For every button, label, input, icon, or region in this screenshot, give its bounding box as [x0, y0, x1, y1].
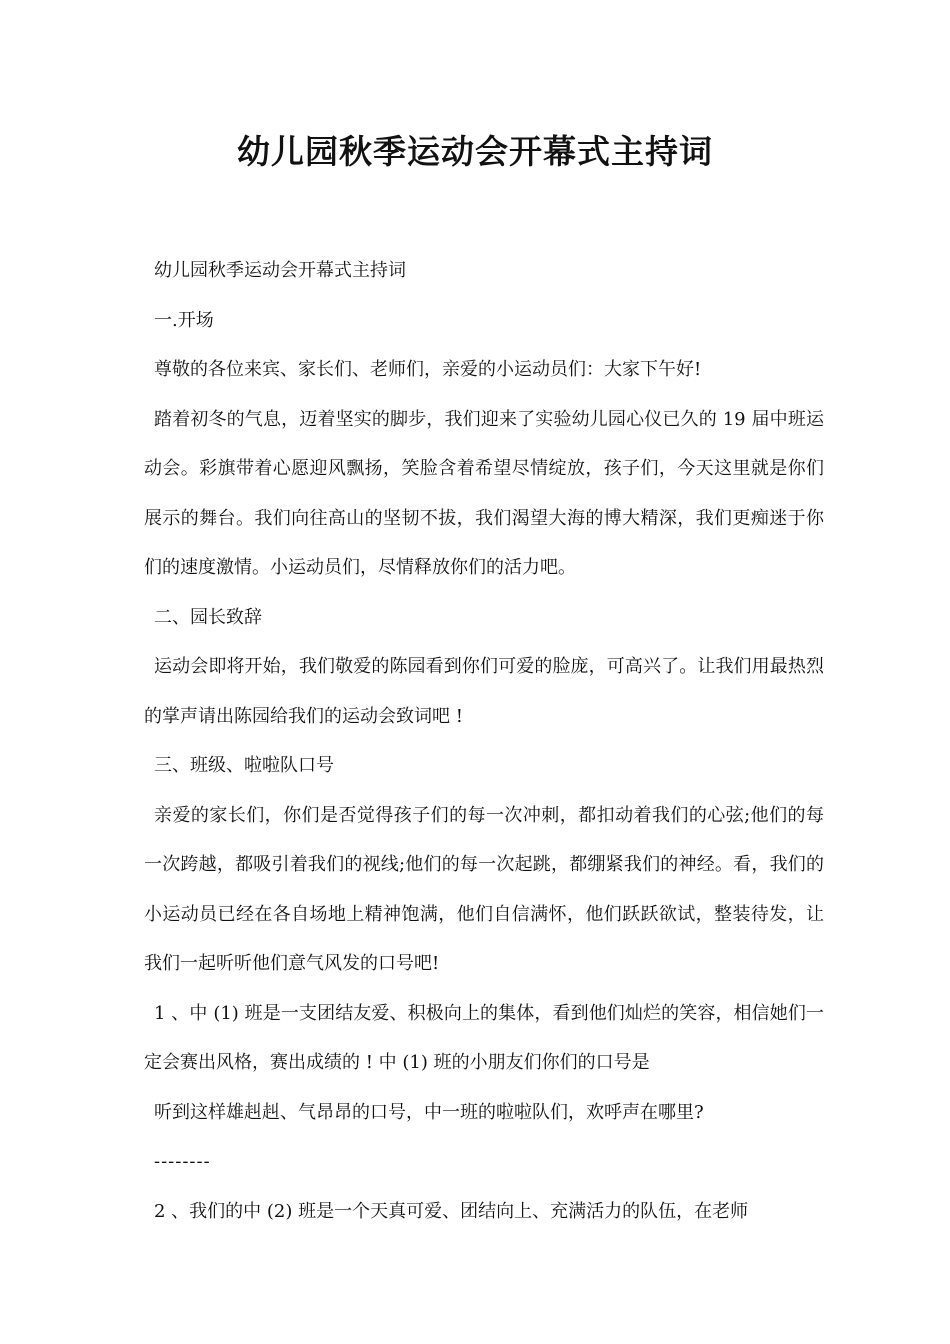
slogans-intro-paragraph: 亲爱的家长们，你们是否觉得孩子们的每一次冲刺，都扣动着我们的心弦;他们的每一次跨越，都吸引着我们的视线;他们的每一次起跳，都绷紧我们的神经。看，我们的小运动员已经在各自场地上精神饱满，他们自信满怀，他们跃跃欲试，整装待发，让我们一起听听他们意气风发的口号吧! [144, 804, 824, 974]
class-1-paragraph: 1 、中 (1) 班是一支团结友爱、积极向上的集体，看到他们灿烂的笑容，相信她们一定会赛出风格，赛出成绩的 ! 中 (1) 班的小朋友们你们的口号是 [144, 1002, 824, 1073]
director-speech-paragraph: 运动会即将开始，我们敬爱的陈园看到你们可爱的脸庞，可高兴了。让我们用最热烈的掌声请出陈园给我们的运动会致词吧 ! [144, 656, 824, 727]
blank-dashes: -------- [154, 1151, 211, 1172]
class-1-cheer-paragraph: 听到这样雄赳赳、气昂昂的口号，中一班的啦啦队们，欢呼声在哪里? [154, 1101, 704, 1123]
document-title: 幼儿园秋季运动会开幕式主持词 [237, 132, 713, 171]
section-heading-director-speech: 二、园长致辞 [154, 606, 262, 628]
subtitle-paragraph: 幼儿园秋季运动会开幕式主持词 [154, 260, 406, 281]
opening-paragraph: 踏着初冬的气息，迈着坚实的脚步，我们迎来了实验幼儿园心仪已久的 19 届中班运动会。彩旗带着心愿迎风飘扬，笑脸含着希望尽情绽放，孩子们，今天这里就是你们展示的舞台。我们向往高山的坚韧不拔，我们渴望大海的博大精深，我们更痴迷于你们的速度激情。小运动员们，尽情释放你们的活力吧。 [144, 408, 824, 578]
document-body [144, 246, 824, 1236]
class-2-paragraph: 2 、我们的中 (2) 班是一个天真可爱、团结向上、充满活力的队伍，在老师 [154, 1200, 749, 1222]
section-heading-slogans: 三、班级、啦啦队口号 [154, 755, 334, 776]
greeting-paragraph: 尊敬的各位来宾、家长们、老师们，亲爱的小运动员们：大家下午好! [154, 359, 702, 380]
section-heading-opening: 一.开场 [154, 309, 214, 331]
